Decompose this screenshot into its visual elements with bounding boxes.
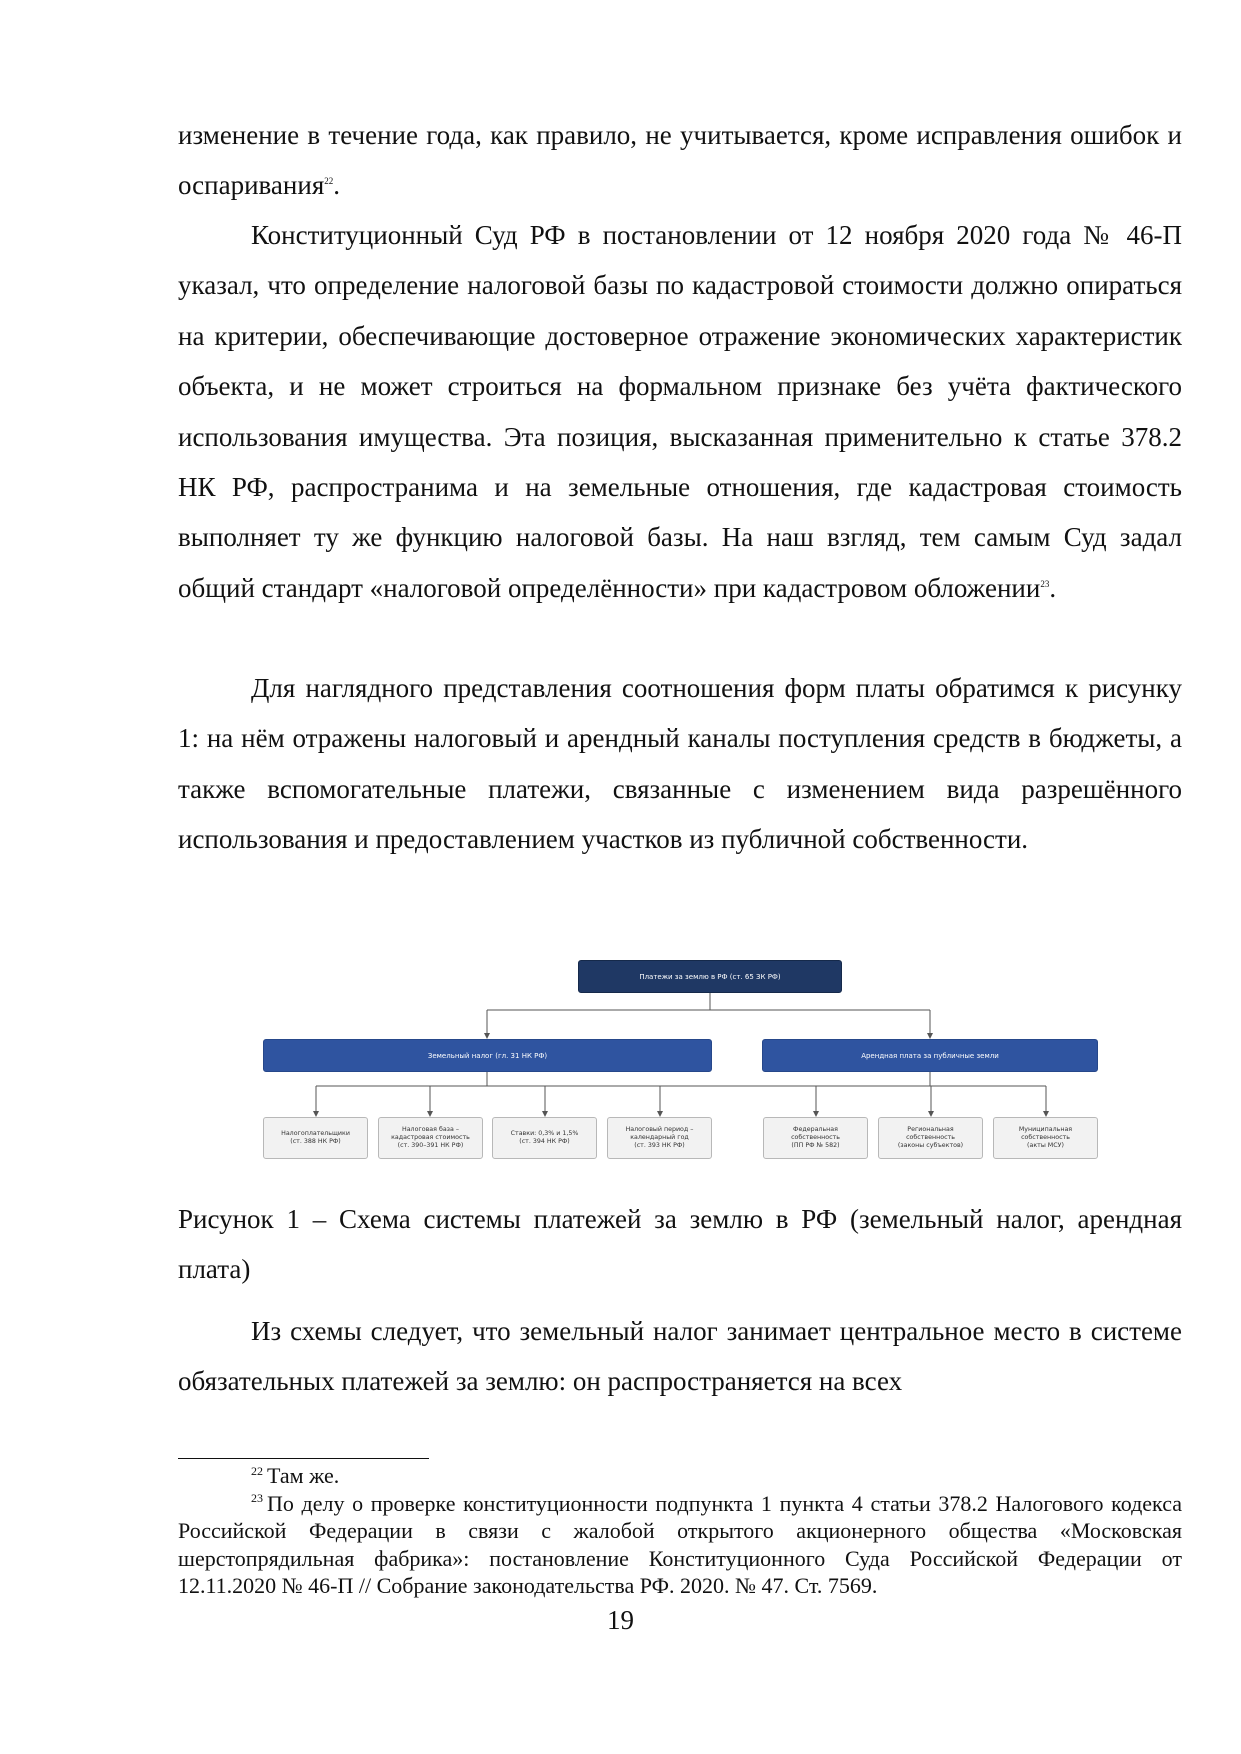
footnote-separator: [178, 1458, 429, 1459]
diagram-leaf-tax-base: Налоговая база – кадастровая стоимость (ст. 390–391 НК РФ): [378, 1117, 483, 1159]
diagram-leaf-taxpayers: Налогоплательщики (ст. 388 НК РФ): [263, 1117, 368, 1159]
diagram-root-box: Платежи за землю в РФ (ст. 65 ЗК РФ): [578, 960, 842, 993]
paragraph-continuation: [178, 110, 1182, 211]
paragraph-conclusion: Из схемы следует, что земельный налог занимает центральное место в системе обязательных платежей за землю: он распространяется на всех: [178, 1316, 1182, 1397]
footnote-22: $^{22}$ Там же.: [251, 1463, 340, 1488]
diagram-branch-rent: Арендная плата за публичные земли: [762, 1039, 1098, 1072]
footnote-23: $^{23}$ По делу о проверке конституционности подпункта 1 пункта 4 статьи 378.2 Налогового кодекса Российской Федерации в связи с жалобой открытого акционерного общества «Московская шерстопрядильная фабрика»: постановление Конституционного Суда Российской Федерации от 12.11.2020 № 46-П // Собрание законодательства РФ. 2020. № 47. Ст. 7569.: [178, 1490, 1182, 1598]
land-payments-diagram: [260, 960, 1100, 1170]
paragraph-text: изменение в течение года, как правило, не учитывается, кроме исправления ошибок и оспаривания: [178, 120, 1182, 201]
diagram-leaf-regional: Региональная собственность (законы субъектов): [878, 1117, 983, 1159]
page-number: 19: [607, 1605, 634, 1635]
diagram-leaf-tax-period: Налоговый период – календарный год (ст. 393 НК РФ): [607, 1117, 712, 1159]
paragraph-constitutional-court: [178, 210, 1182, 613]
footnote-ref-22[interactable]: 22: [324, 176, 334, 187]
diagram-leaf-municipal: Муниципальная собственность (акты МСУ): [993, 1117, 1098, 1159]
diagram-leaf-federal: Федеральная собственность (ПП РФ № 582): [763, 1117, 868, 1159]
footnote-ref-23[interactable]: 23: [1040, 578, 1050, 589]
paragraph-text: Конституционный Суд РФ в постановлении от 12 ноября 2020 года № 46-П указал, что определение налоговой базы по кадастровой стоимости должно опираться на критерии, обеспечивающие достоверное отражение экономических характеристик объекта, и не может строиться на формальном признаке без учёта фактического использования имущества. Эта позиция, высказанная применительно к статье 378.2 НК РФ, распространима и на земельные отношения, где кадастровая стоимость выполняет ту же функцию налоговой базы. На наш взгляд, тем самым Суд задал общий стандарт «налоговой определённости» при кадастровом обложении: [178, 220, 1182, 603]
paragraph-figure-intro: Для наглядного представления соотношения форм платы обратимся к рисунку 1: на нём отражены налоговый и арендный каналы поступления средств в бюджеты, а также вспомогательные платежи, связанные с изменением вида разрешённого использования и предоставлением участков из публичной собственности.: [178, 673, 1182, 855]
diagram-branch-land-tax: Земельный налог (гл. 31 НК РФ): [263, 1039, 712, 1072]
footnotes: [178, 1462, 1182, 1600]
figure-caption: Рисунок 1 – Схема системы платежей за землю в РФ (земельный налог, арендная плата): [178, 1204, 1182, 1285]
paragraph-end: .: [1049, 572, 1057, 603]
diagram-leaf-rates: Ставки: 0,3% и 1,5% (ст. 394 НК РФ): [492, 1117, 597, 1159]
paragraph-end: .: [333, 170, 340, 201]
